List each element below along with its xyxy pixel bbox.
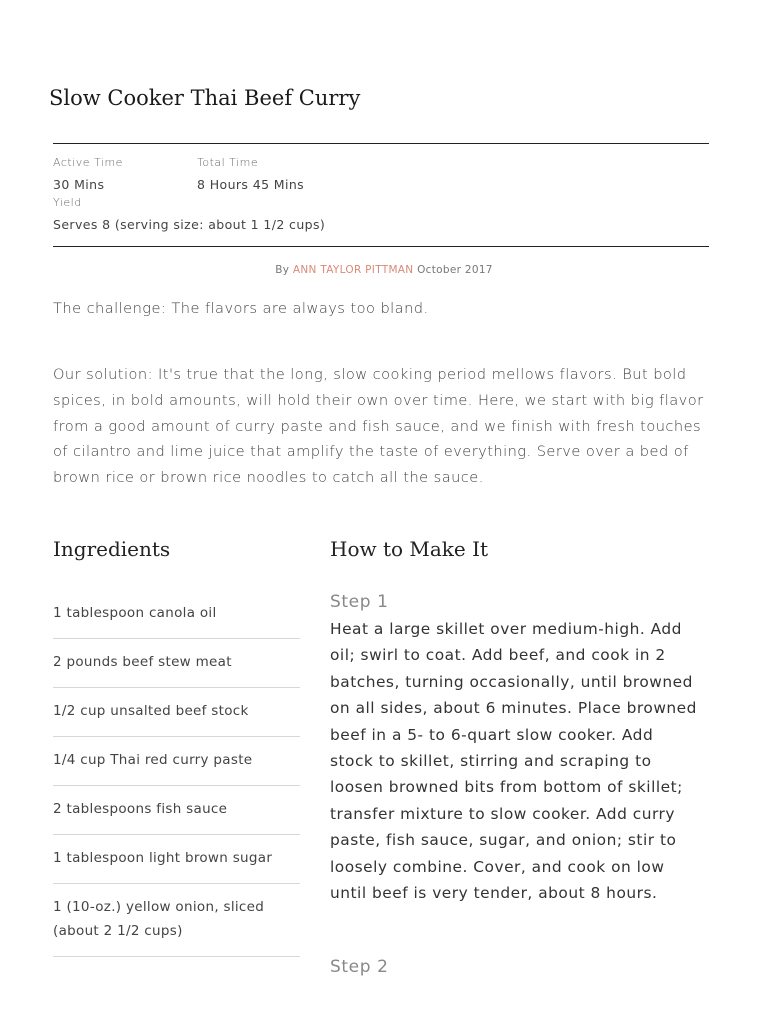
ingredient-item: 1/2 cup unsalted beef stock	[53, 688, 300, 737]
active-time-label: Active Time	[53, 156, 123, 169]
bottom-rule	[53, 246, 709, 247]
intro-challenge: The challenge: The flavors are always too bland.	[53, 300, 429, 317]
publish-date: October 2017	[417, 264, 493, 276]
active-time-value: 30 Mins	[53, 177, 105, 192]
yield-label: Yield	[53, 196, 82, 209]
step-1-text: Heat a large skillet over medium-high. Add oil; swirl to coat. Add beef, and cook in 2 batches, turning occasionally, until browned on all sides, about 6 minutes. Place browned beef in a 5- to 6-quart slow cooker. Add stock to skillet, stirring and scraping to loosen browned bits from bottom of skillet; transfer mixture to slow cooker. Add curry paste, fish sauce, sugar, and onion; stir to loosely combine. Cover, and cook on low until beef is very tender, about 8 hours.	[330, 620, 697, 903]
byline	[0, 264, 768, 276]
ingredient-item: 2 tablespoons fish sauce	[53, 786, 300, 835]
ingredients-heading: Ingredients	[53, 537, 171, 561]
ingredient-item: 1 tablespoon canola oil	[53, 590, 300, 639]
step-1-title: Step 1	[330, 592, 389, 612]
byline-prefix: By	[275, 264, 290, 276]
recipe-title: Slow Cooker Thai Beef Curry	[49, 86, 361, 110]
step-2-title: Step 2	[330, 957, 389, 977]
total-time-value: 8 Hours 45 Mins	[197, 177, 305, 192]
total-time-label: Total Time	[197, 156, 259, 169]
ingredient-item: 1 (10-oz.) yellow onion, sliced (about 2 1/2 cups)	[53, 884, 300, 957]
method-heading: How to Make It	[330, 537, 489, 561]
ingredient-item: 1/4 cup Thai red curry paste	[53, 737, 300, 786]
top-rule	[53, 143, 709, 144]
yield-value: Serves 8 (serving size: about 1 1/2 cups)	[53, 217, 326, 232]
ingredient-item: 1 tablespoon light brown sugar	[53, 835, 300, 884]
ingredient-item: 2 pounds beef stew meat	[53, 639, 300, 688]
intro-solution: Our solution: It's true that the long, slow cooking period mellows flavors. But bold spices, in bold amounts, will hold their own over time. Here, we start with big flavor from a good amount of curry paste and fish sauce, and we finish with fresh touches of cilantro and lime juice that amplify the taste of everything. Serve over a bed of brown rice or brown rice noodles to catch all the sauce.	[53, 366, 704, 487]
ingredients-list	[53, 590, 300, 957]
author-link[interactable]: ANN TAYLOR PITTMAN	[292, 264, 414, 276]
